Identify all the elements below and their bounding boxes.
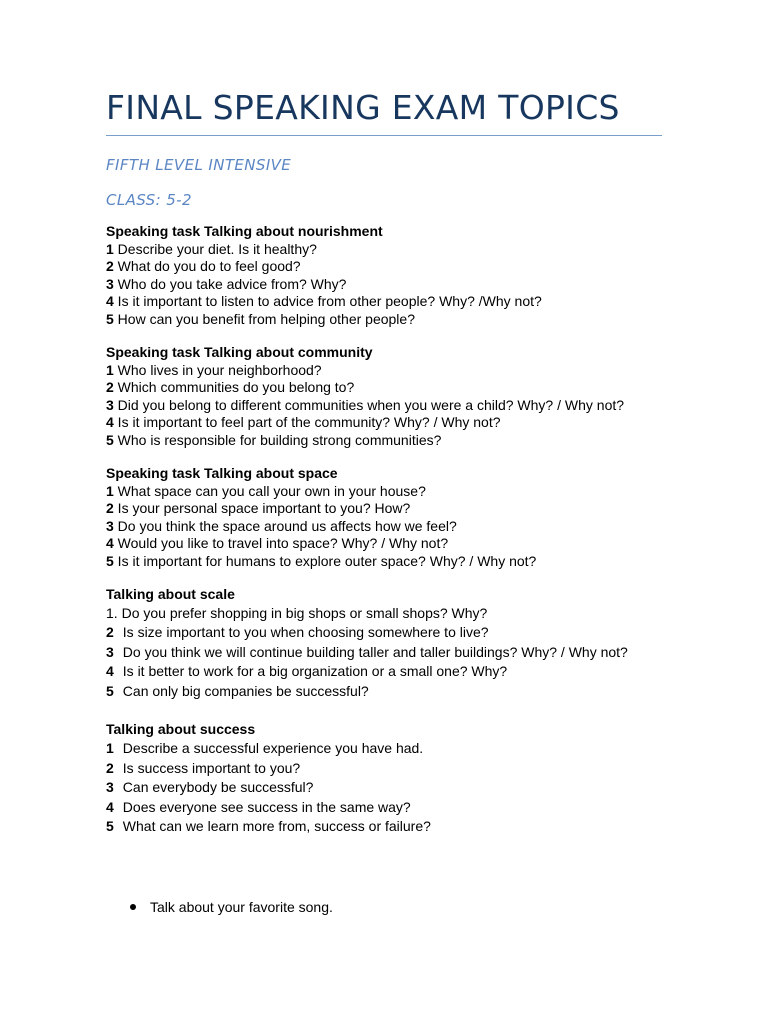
section-community <box>106 344 686 449</box>
question-text: Is your personal space important to you? How? <box>113 500 411 516</box>
question-text: Do you think we will continue building taller and taller buildings? Why? / Why not? <box>122 643 628 660</box>
question-number: 1 <box>106 240 114 257</box>
question-number: 4 <box>106 663 114 680</box>
question-number: 3 <box>106 643 114 660</box>
question-item <box>106 432 686 450</box>
question-number: 5 <box>106 431 114 448</box>
question-item <box>106 553 686 571</box>
question-number: 2 <box>106 624 114 641</box>
question-text: Is size important to you when choosing somewhere to live? <box>122 624 489 641</box>
question-item <box>106 397 636 415</box>
question-item <box>106 643 686 663</box>
question-text: Is it better to work for a big organization or a small one? Why? <box>122 663 508 680</box>
question-item <box>106 414 686 432</box>
question-text: Is it important for humans to explore outer space? Why? / Why not? <box>113 552 537 569</box>
question-item <box>106 500 686 518</box>
question-text: Describe your diet. Is it healthy? <box>113 240 317 257</box>
section-heading: Speaking task Talking about nourishment <box>106 223 383 239</box>
question-item <box>106 535 686 553</box>
question-number: 4 <box>106 798 114 815</box>
topics-content <box>106 223 686 853</box>
question-text: Is it important to listen to advice from other people? Why? /Why not? <box>113 293 542 309</box>
question-text: Do you think the space around us affects how we feel? <box>113 517 457 534</box>
question-item <box>106 518 686 536</box>
bullet-icon <box>130 904 136 910</box>
question-number: 2 <box>106 759 114 776</box>
question-item <box>106 759 686 779</box>
question-number: 2 <box>106 500 114 516</box>
question-item <box>106 739 686 759</box>
question-item <box>106 662 686 682</box>
question-item <box>106 276 686 294</box>
section-scale <box>106 586 686 701</box>
question-number: 5 <box>106 818 114 835</box>
question-number: 2 <box>106 258 114 274</box>
question-text: What space can you call your own in your house? <box>113 482 426 499</box>
question-number: 5 <box>106 552 114 569</box>
section-heading: Speaking task Talking about space <box>106 465 338 481</box>
question-text: Does everyone see success in the same way? <box>122 798 411 815</box>
question-number: 3 <box>106 517 114 534</box>
title-underline <box>106 135 662 136</box>
question-text: Which communities do you belong to? <box>113 379 355 395</box>
question-number: 1. <box>106 604 118 621</box>
question-text: Can everybody be successful? <box>122 779 314 796</box>
question-number: 3 <box>106 779 114 796</box>
class-subtitle: CLASS: 5-2 <box>106 191 192 209</box>
question-text: Did you belong to different communities when you were a child? Why? / Why not? <box>113 396 625 413</box>
question-number: 3 <box>106 275 114 292</box>
question-item <box>106 483 686 501</box>
question-text: Do you prefer shopping in big shops or small shops? Why? <box>117 604 488 621</box>
question-item <box>106 311 686 329</box>
question-text: Would you like to travel into space? Why? / Why not? <box>113 535 449 551</box>
question-number: 5 <box>106 310 114 327</box>
section-heading: Talking about scale <box>106 586 235 602</box>
question-text: Who lives in your neighborhood? <box>113 361 322 378</box>
question-number: 3 <box>106 396 114 413</box>
question-item <box>106 817 686 837</box>
question-item <box>106 241 686 259</box>
question-text: Can only big companies be successful? <box>122 682 369 699</box>
level-subtitle: FIFTH LEVEL INTENSIVE <box>106 156 292 174</box>
section-heading: Talking about success <box>106 721 256 738</box>
question-item <box>106 258 686 276</box>
question-item <box>106 604 686 624</box>
section-heading: Speaking task Talking about community <box>106 344 373 360</box>
question-text: Who is responsible for building strong communities? <box>113 431 442 448</box>
section-space <box>106 465 686 570</box>
question-number: 4 <box>106 414 114 430</box>
question-item <box>106 379 686 397</box>
question-item <box>106 623 686 643</box>
page-title: FINAL SPEAKING EXAM TOPICS <box>106 88 620 127</box>
question-text: What can we learn more from, success or failure? <box>122 818 431 835</box>
question-number: 1 <box>106 482 114 499</box>
question-item <box>106 682 686 702</box>
question-text: Describe a successful experience you have had. <box>122 739 424 756</box>
question-number: 4 <box>106 293 114 309</box>
section-nourishment <box>106 223 686 328</box>
section-success <box>106 721 686 836</box>
question-number: 5 <box>106 682 114 699</box>
question-number: 4 <box>106 535 114 551</box>
question-text: How can you benefit from helping other people? <box>113 310 415 327</box>
question-text: Is success important to you? <box>122 759 301 776</box>
question-number: 2 <box>106 379 114 395</box>
question-item <box>106 362 686 380</box>
question-text: Who do you take advice from? Why? <box>113 275 347 292</box>
question-item <box>106 798 686 818</box>
question-item <box>106 778 686 798</box>
question-number: 1 <box>106 739 114 756</box>
question-item <box>106 293 686 311</box>
question-number: 1 <box>106 361 114 378</box>
question-text: What do you do to feel good? <box>113 258 301 274</box>
bullet-item-text: Talk about your favorite song. <box>150 899 333 915</box>
bullet-list <box>130 898 333 916</box>
question-text: Is it important to feel part of the community? Why? / Why not? <box>113 414 501 430</box>
